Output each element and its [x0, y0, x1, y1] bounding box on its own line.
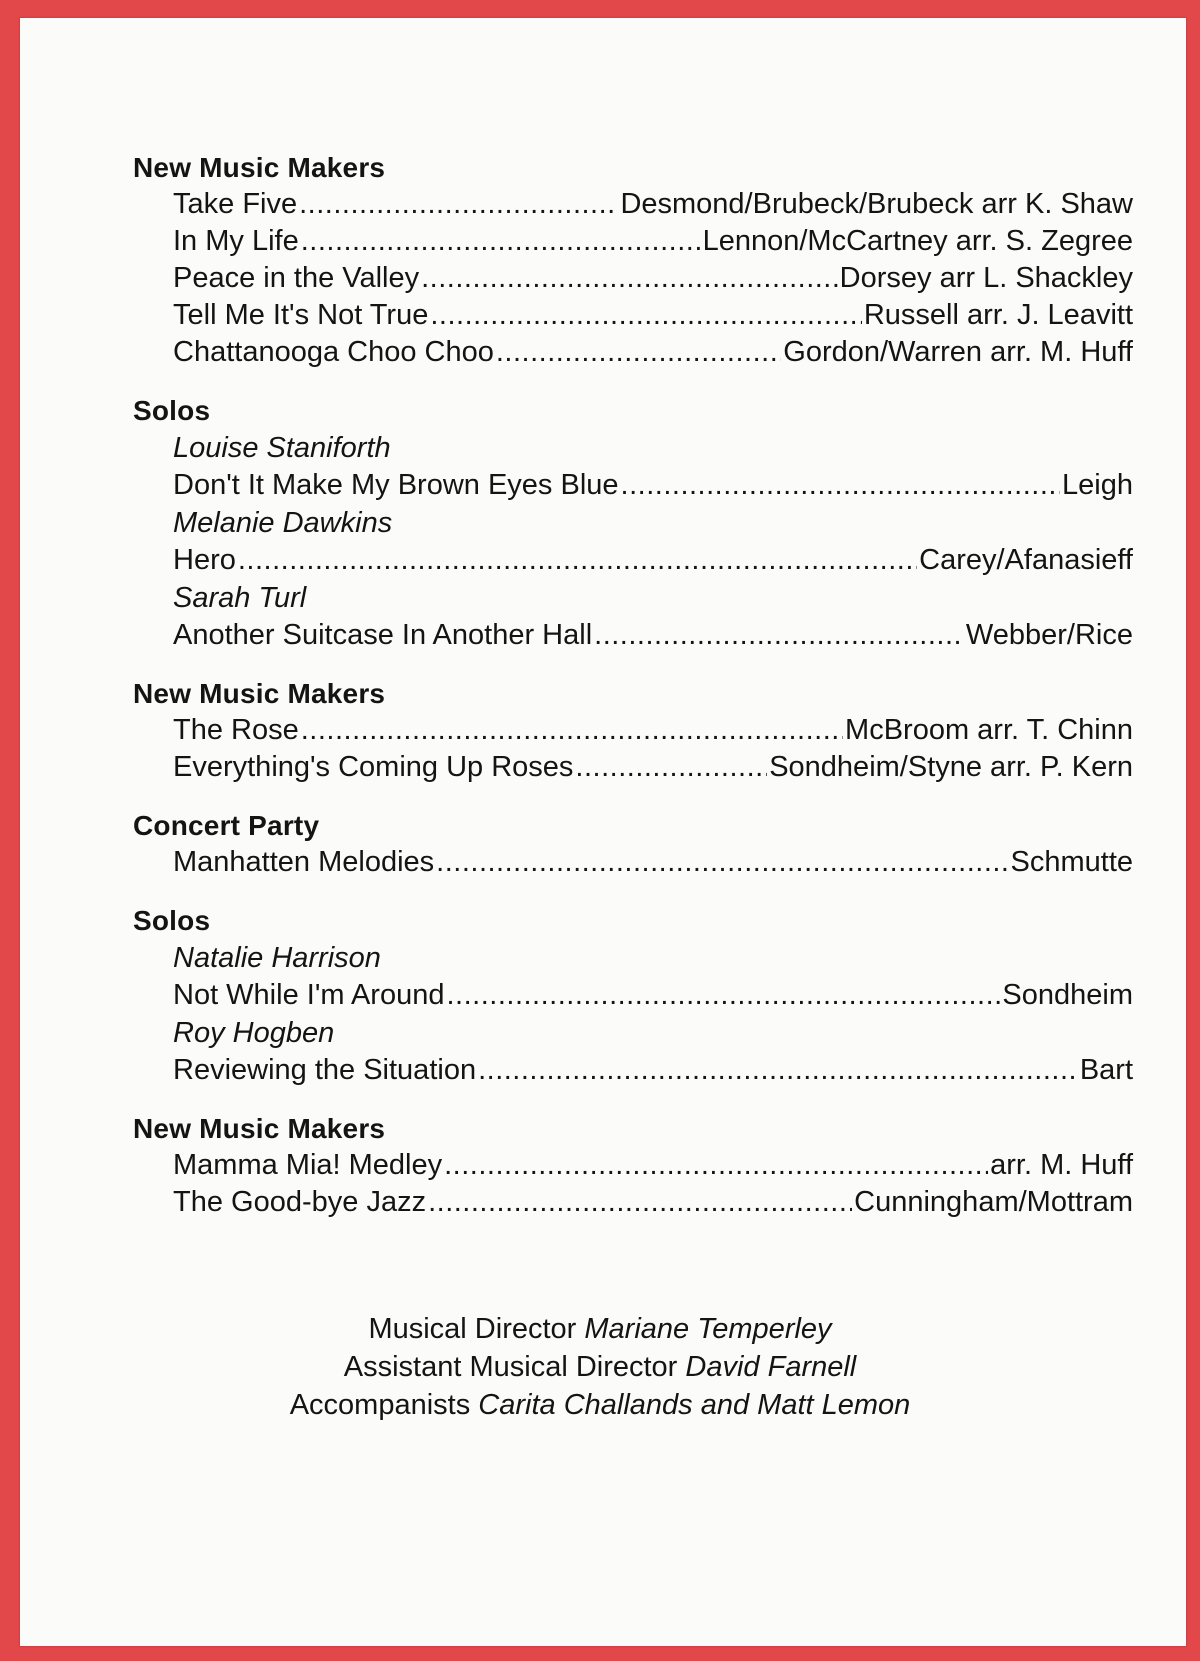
song-credit: Schmutte [1010, 846, 1133, 878]
song-title: Not While I'm Around [173, 979, 445, 1011]
performer-name: Melanie Dawkins [173, 507, 393, 539]
credit-line [0, 1386, 1200, 1424]
song-credit: arr. M. Huff [990, 1149, 1133, 1181]
programme-entry [133, 542, 1133, 579]
programme-entry [133, 749, 1133, 786]
song-credit: Cunningham/Mottram [854, 1186, 1133, 1218]
credit-name: Carita Challands and Matt Lemon [478, 1389, 911, 1421]
dot-leader [575, 749, 767, 786]
programme-section [133, 808, 1133, 881]
song-title: In My Life [173, 225, 299, 257]
song-credit: Gordon/Warren arr. M. Huff [783, 336, 1133, 368]
programme-section [133, 1111, 1133, 1221]
dot-leader [446, 977, 1000, 1014]
programme-entry [133, 297, 1133, 334]
song-title: The Good-bye Jazz [173, 1186, 427, 1218]
song-credit: Leigh [1062, 469, 1133, 501]
dot-leader [444, 1147, 988, 1184]
section-title: Solos [133, 395, 211, 426]
song-title: Everything's Coming Up Roses [173, 751, 574, 783]
credit-role: Assistant Musical Director [343, 1351, 678, 1383]
song-credit: Sondheim/Styne arr. P. Kern [769, 751, 1133, 783]
dot-leader [301, 223, 701, 260]
song-title: Reviewing the Situation [173, 1054, 477, 1086]
song-credit: Bart [1079, 1054, 1133, 1086]
programme-entry [133, 712, 1133, 749]
programme-entry [133, 260, 1133, 297]
credit-line [0, 1310, 1200, 1348]
dot-leader [428, 1184, 852, 1221]
song-title: Tell Me It's Not True [173, 299, 429, 331]
section-title: New Music Makers [133, 678, 386, 709]
programme-section [133, 150, 1133, 371]
song-credit: Carey/Afanasieff [919, 544, 1133, 576]
programme-entry [133, 223, 1133, 260]
programme-entry [133, 617, 1133, 654]
programme-entry [133, 844, 1133, 881]
song-title: Take Five [173, 188, 298, 220]
section-title: New Music Makers [133, 152, 386, 183]
song-credit: Desmond/Brubeck/Brubeck arr K. Shaw [620, 188, 1133, 220]
section-title: New Music Makers [133, 1113, 386, 1144]
performer-name: Louise Staniforth [173, 432, 391, 464]
performer-name: Roy Hogben [173, 1017, 335, 1049]
song-title: Another Suitcase In Another Hall [173, 619, 593, 651]
programme-entry [133, 977, 1133, 1014]
song-credit: Webber/Rice [965, 619, 1133, 651]
dot-leader [496, 334, 781, 371]
song-title: Manhatten Melodies [173, 846, 435, 878]
section-title: Solos [133, 905, 211, 936]
song-title: Don't It Make My Brown Eyes Blue [173, 469, 619, 501]
programme-section [133, 903, 1133, 1089]
song-title: Peace in the Valley [173, 262, 420, 294]
song-credit: Dorsey arr L. Shackley [839, 262, 1133, 294]
programme-entry [133, 1052, 1133, 1089]
song-title: Hero [173, 544, 236, 576]
song-credit: Lennon/McCartney arr. S. Zegree [702, 225, 1133, 257]
credit-name: Mariane Temperley [584, 1313, 832, 1345]
credit-name: David Farnell [685, 1351, 857, 1383]
dot-leader [430, 297, 862, 334]
programme-section [133, 676, 1133, 786]
song-credit: Sondheim [1002, 979, 1133, 1011]
dot-leader [421, 260, 838, 297]
section-title: Concert Party [133, 810, 320, 841]
dot-leader [621, 467, 1060, 504]
performer-name: Sarah Turl [173, 582, 307, 614]
dot-leader [238, 542, 917, 579]
dot-leader [301, 712, 843, 749]
song-credit: Russell arr. J. Leavitt [863, 299, 1133, 331]
dot-leader [436, 844, 1008, 881]
dot-leader [478, 1052, 1078, 1089]
credit-role: Musical Director [368, 1313, 577, 1345]
dot-leader [299, 186, 618, 223]
programme-entry [133, 186, 1133, 223]
programme-entry [133, 1147, 1133, 1184]
programme-section [133, 393, 1133, 654]
dot-leader [594, 617, 964, 654]
programme-entry [133, 467, 1133, 504]
programme-entry [133, 334, 1133, 371]
song-title: The Rose [173, 714, 299, 746]
credit-line [0, 1348, 1200, 1386]
credit-role: Accompanists [289, 1389, 471, 1421]
programme-list [133, 150, 1133, 1243]
programme-entry [133, 1184, 1133, 1221]
credits-block [0, 1310, 1200, 1424]
song-credit: McBroom arr. T. Chinn [845, 714, 1133, 746]
song-title: Mamma Mia! Medley [173, 1149, 443, 1181]
song-title: Chattanooga Choo Choo [173, 336, 494, 368]
performer-name: Natalie Harrison [173, 942, 381, 974]
